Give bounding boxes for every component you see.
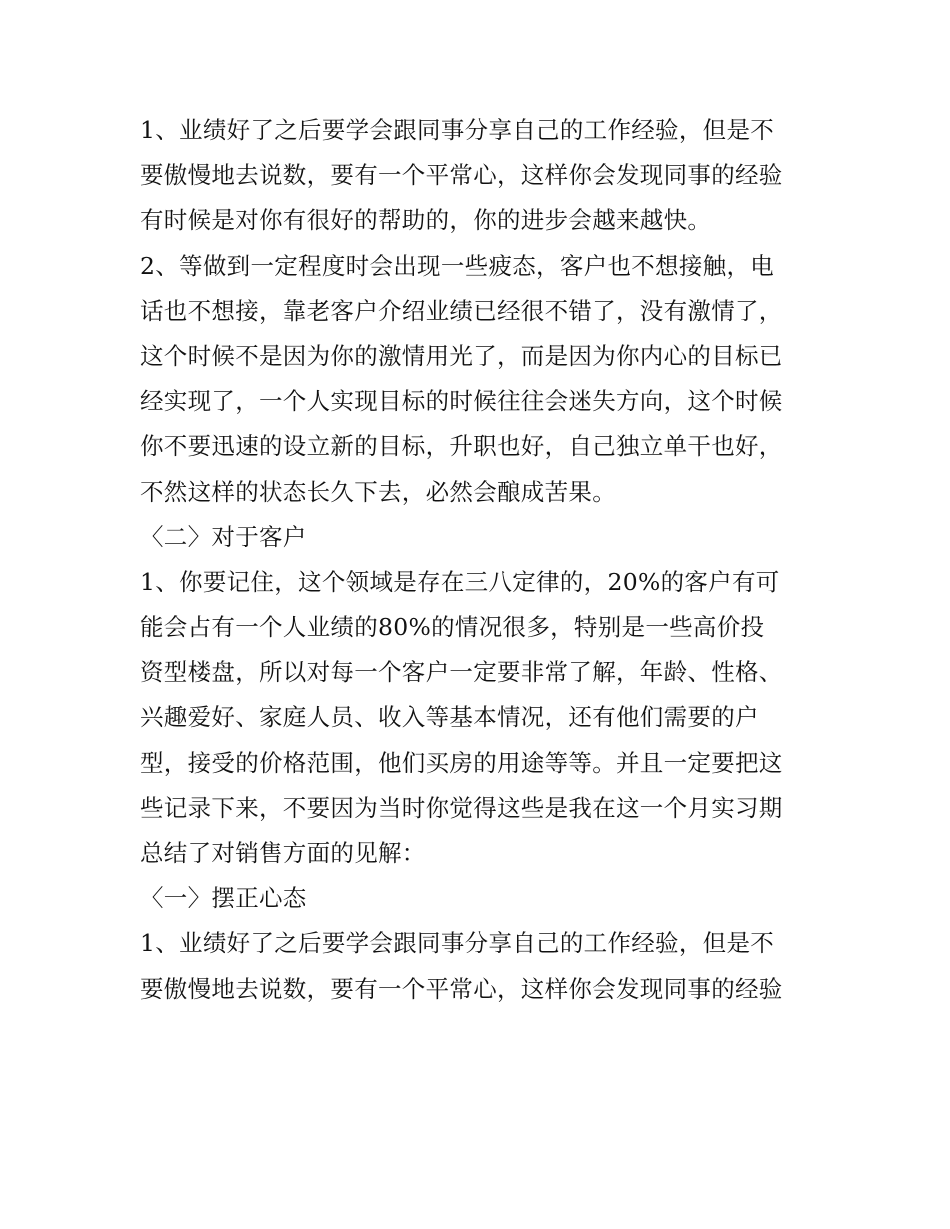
text-line: 兴趣爱好、家庭人员、收入等基本情况，还有他们需要的户 [140,703,759,732]
text-line: 有时候是对你有很好的帮助的，你的进步会越来越快。 [140,206,712,235]
text-line: 1、你要记住，这个领域是存在三八定律的，20%的客户有可 [140,567,780,596]
text-line: 资型楼盘，所以对每一个客户一定要非常了解，年龄、性格、 [140,658,783,687]
text-line: 要傲慢地去说数，要有一个平常心，这样你会发现同事的经验 [140,161,783,190]
text-line: 你不要迅速的设立新的目标，升职也好，自己独立单干也好， [140,432,783,461]
section-heading: 〈一〉摆正心态 [140,884,307,913]
text-line: 话也不想接，靠老客户介绍业绩已经很不错了，没有激情了， [140,296,783,325]
text-line: 这个时候不是因为你的激情用光了，而是因为你内心的目标已 [140,341,783,370]
text-line: 能会占有一个人业绩的80%的情况很多，特别是一些高价投 [140,613,765,642]
document-body [140,108,812,1012]
text-line: 总结了对销售方面的见解： [140,839,426,867]
section-heading: 〈二〉对于客户 [140,522,307,551]
text-line: 1、业绩好了之后要学会跟同事分享自己的工作经验，但是不 [140,116,775,144]
text-line: 2、等做到一定程度时会出现一些疲态，客户也不想接触，电 [140,251,775,280]
text-line: 不然这样的状态长久下去，必然会酿成苦果。 [140,477,616,506]
text-line: 些记录下来，不要因为当时你觉得这些是我在这一个月实习期 [140,793,783,822]
text-line: 型，接受的价格范围，他们买房的用途等等。并且一定要把这 [140,748,783,777]
text-line: 经实现了，一个人实现目标的时候往往会迷失方向，这个时候 [140,387,783,416]
text-line: 要傲慢地去说数，要有一个平常心，这样你会发现同事的经验 [140,974,783,1003]
text-line: 1、业绩好了之后要学会跟同事分享自己的工作经验，但是不 [140,929,775,958]
